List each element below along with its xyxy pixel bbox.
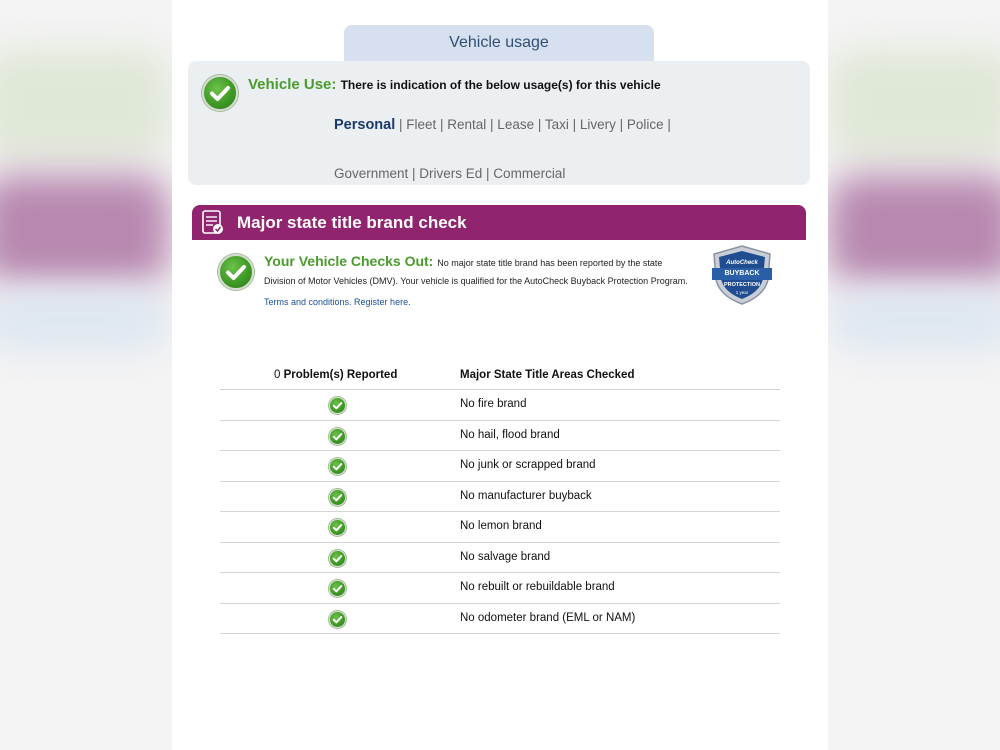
checks-out-heading: [264, 253, 662, 269]
vehicle-use-panel: [188, 61, 810, 185]
check-icon: [329, 580, 346, 597]
table-row: [220, 543, 780, 574]
vehicle-use-description: There is indication of the below usage(s) for this vehicle: [340, 78, 661, 92]
check-icon: [202, 75, 238, 111]
report-page: [172, 0, 828, 750]
title-area-label: No junk or scrapped brand: [460, 459, 596, 471]
title-area-label: No hail, flood brand: [460, 428, 560, 441]
check-icon: [329, 519, 346, 536]
table-row: [220, 451, 780, 482]
table-row: [220, 573, 780, 604]
check-icon: [329, 550, 346, 567]
check-icon: [329, 458, 346, 475]
problems-label: Problem(s) Reported: [283, 369, 398, 381]
problems-count: 0: [274, 369, 281, 381]
title-area-label: No manufacturer buyback: [460, 489, 592, 502]
svg-text:PROTECTION: PROTECTION: [723, 282, 761, 288]
left-backdrop: [0, 0, 172, 750]
title-areas-table: [220, 364, 780, 634]
title-area-label: No lemon brand: [460, 520, 542, 532]
title-area-label: No salvage brand: [460, 550, 551, 563]
check-icon: [329, 428, 346, 445]
svg-text:AutoCheck: AutoCheck: [726, 260, 758, 266]
svg-text:1 year: 1 year: [735, 290, 749, 295]
table-row: [220, 604, 780, 635]
check-icon: [329, 397, 346, 414]
checks-out-text-2: Division of Motor Vehicles (DMV). Your vehicle is qualified for the AutoCheck Buyback Protection Program.: [264, 276, 688, 286]
title-area-label: No fire brand: [460, 398, 527, 410]
problems-header: [274, 369, 397, 381]
terms-link[interactable]: Terms and conditions. Register here.: [264, 297, 411, 307]
vehicle-use-title: Vehicle Use:: [248, 76, 337, 93]
areas-header: Major State Title Areas Checked: [460, 369, 635, 381]
right-backdrop: [828, 0, 1000, 750]
title-area-label: No rebuilt or rebuildable brand: [460, 581, 615, 593]
table-header: [220, 364, 780, 390]
check-icon: [218, 254, 254, 290]
check-icon: [329, 489, 346, 506]
buyback-shield-icon: [710, 244, 774, 306]
svg-text:BUYBACK: BUYBACK: [724, 270, 760, 277]
title-area-label: No odometer brand (EML or NAM): [460, 611, 636, 624]
vehicle-use-heading: [248, 76, 661, 93]
table-row: [220, 482, 780, 513]
check-icon: [329, 611, 346, 628]
brand-check-header: [192, 205, 806, 240]
usage-options-1: | Fleet | Rental | Lease | Taxi | Livery | Police |: [395, 117, 671, 132]
brand-check-title: Major state title brand check: [237, 213, 467, 232]
table-row: [220, 421, 780, 452]
table-row: [220, 390, 780, 421]
usage-types-line2: Government | Drivers Ed | Commercial: [334, 166, 566, 181]
usage-selected: Personal: [334, 117, 396, 133]
checks-out-text-1: No major state title brand has been reported by the state: [437, 258, 663, 268]
usage-types-line1: [334, 117, 671, 133]
document-icon: [202, 210, 224, 235]
table-row: [220, 512, 780, 543]
checks-out-title: Your Vehicle Checks Out:: [264, 253, 434, 269]
tab-vehicle-usage[interactable]: Vehicle usage: [344, 25, 654, 61]
